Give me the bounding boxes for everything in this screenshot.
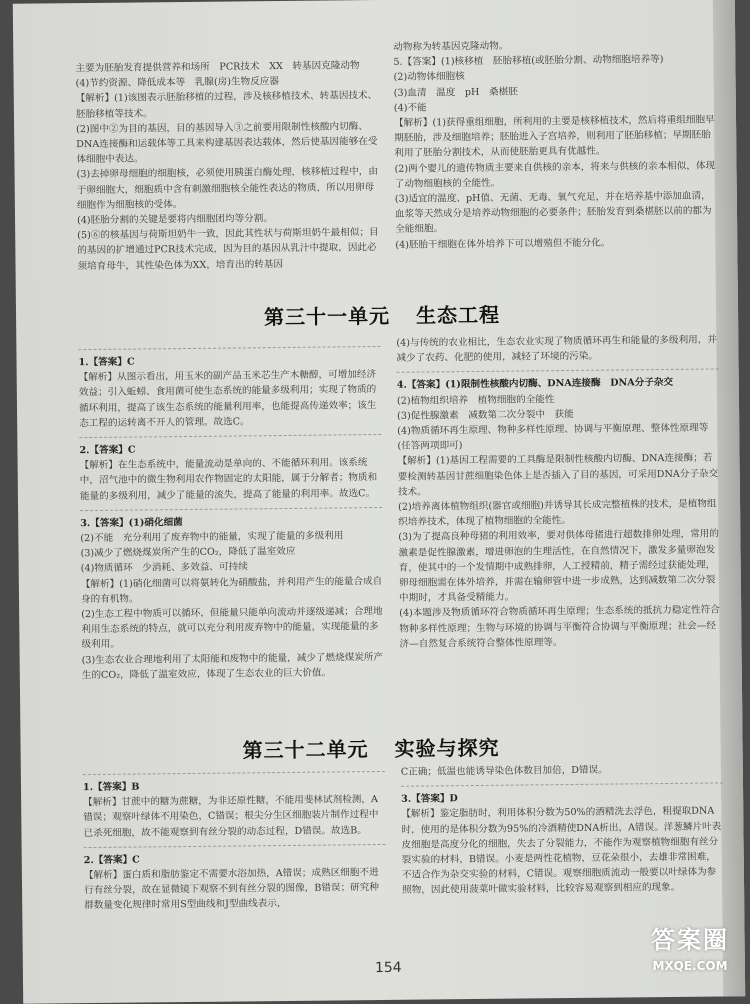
left-column-bottom (83, 765, 387, 914)
explanation-line: 【解析】在生态系统中，能量流动是单向的、不能循环利用。该系统中，沼气池中的微生物利用农作物固定的太阳能，属于分解者；物质和能量的多级利用，减少了能量的流失，提高了能量的利用率。故选C。 (79, 457, 378, 502)
text-line: (4)不能 (393, 102, 427, 114)
answer-line: 2.【答案】C (79, 444, 136, 457)
text-line: (3)适宜的温度、pH值、无菌、无毒、氧气充足，并在培养基中添加血清，血浆等天然成分是培养动物细胞的必要条件；胚胎发育到桑椹胚以前的都为全能细胞。 (394, 190, 712, 236)
answer-line: 3.【答案】D (401, 793, 458, 805)
divider (397, 369, 719, 373)
left-column-top (75, 58, 379, 274)
explanation-line: (3)为了提高良种母猪的利用效率，要对供体母猪进行超数排卵处理，常用的激素是促性腺激素，增进卵泡的生理活性，在自然情况下，激发多量卵泡发育，使其中的一个发情期中成熟排卵，人工授精前，精子需经过获能处理，卵母细胞需在体外培养，并需在输卵管中进一步成熟，达到减数第二次分裂中期时，才具备受精能力。 (398, 528, 720, 605)
divider (401, 783, 723, 787)
unit-title: 第三十一单元 (263, 303, 391, 330)
explanation-line: (4)物质循环再生原理、物种多样性原理、协调与平衡原理、整体性原理等(任答两项即可) (397, 422, 709, 453)
answer-line: 1.【答案】B (82, 781, 140, 794)
text-line: 【解析】(1)获得重组细胞，所利用的主要是核移植技术，然后将重组细胞早期胚胎，涉及细胞培养；胚胎进入子宫培养，则利用了胚胎移植；早期胚胎利用了胚胎分割技术，从而使胚胎更具有优越性。 (393, 114, 715, 160)
unit-title: 第三十二单元 (242, 737, 369, 763)
divider (84, 844, 386, 848)
text-line: (4)胚胎干细胞在体外培养下可以增殖但不能分化。 (395, 237, 611, 251)
divider (79, 434, 381, 438)
text-line: (2)图中②为目的基因，目的基因导入③之前要用限制性核酸内切酶、DNA连接酶和运载体等工具来构建基因表达载体，然后使基因能够在受体细胞中表达。 (76, 120, 378, 166)
explanation-line: (2)培养离体植物组织(器官或细胞)并诱导其长成完整植株的技术，是植物组织培养技术，体现了植物细胞的全能性。 (398, 498, 717, 529)
explanation-line: 【解析】(1)硝化细菌可以将氨转化为硝酸盐，并利用产生的能量合成自身的有机物。 (80, 575, 383, 605)
explanation-line: 【解析】从图示看出，用玉米的副产品玉米芯生产木糖醇，可增加经济效益；引入蚯蚓、食用菌可使生态系统的能量多级利用；实现了物质的循环利用，提高了该生态系统的能量利用率，也能提高传递效率；该生态工程的运转离不开人的管理。故选C。 (78, 369, 377, 429)
watermark-url: MXQE.COM (652, 959, 728, 973)
answer-line: 4.【答案】(1)限制性核酸内切酶、DNA连接酶 DNA分子杂交 (396, 377, 674, 392)
answer-line: 2.【答案】C (83, 854, 140, 866)
page-sheet (13, 0, 745, 1004)
text-line: (3)血清 温度 pH 桑椹胚 (393, 86, 518, 99)
explanation-line: C正确；低温也能诱导染色体数目加倍，D错误。 (400, 764, 608, 778)
explanation-line: 【解析】鉴定脂肪时，利用体积分数为50%的酒精洗去浮色，粗提取DNA时，使用的是体积分数为95%的冷酒精使DNA析出，A错误。洋葱鳞片叶表皮细胞是高度分化的细胞，失去了分裂能力，不能作为观察植物细胞有丝分裂实验的材料，B错误。小麦是两性花植物，豆花朵很小，去雄非常困难，不适合作为杂交实验的材料，C错误。观察细胞质流动一般要以叶绿体为参照物，因此使用菠菜叶做实验材料，比较容易观察到相应的现象。 (401, 805, 722, 897)
text-line: (2)动物体细胞核 (393, 71, 465, 84)
text-line: (3)去掉卵母细胞的细胞核，必须使用胰蛋白酶处理，核移植过程中，由于卵细胞大，细胞质中含有刺激细胞核全能性表达的物质，所以用卵母细胞作为细胞核的受体。 (76, 166, 379, 211)
explanation-line: 【解析】(1)基因工程需要的工具酶是限制性核酸内切酶、DNA连接酶；若要检测转基因甘蔗细胞染色体上是否插入了目的基因，可采用DNA分子杂交技术。 (397, 452, 719, 498)
text-line: 动物称为转基因克隆动物。 (393, 40, 509, 53)
explanation-line: (4)本题涉及物质循环符合物质循环再生原理；生态系统的抵抗力稳定性符合物种多样性原理；生物与环境的协调与平衡符合协调与平衡原理；社会—经济—自然复合系统符合整体性原理等。 (399, 604, 720, 650)
unit-subtitle: 生态工程 (415, 302, 501, 328)
explanation-line: (4)与传统的农业相比，生态农业实现了物质循环再生和能量的多级利用，并减少了农药、化肥的使用，减轻了环境的污染。 (396, 334, 717, 365)
explanation-line: (2)生态工程中物质可以循环，但能量只能单向流动并逐级递减；合理地利用生态系统的特点，就可以充分利用废弃物中的能量，实现能量的多级利用。 (81, 606, 383, 651)
answer-line: 1.【答案】C (78, 356, 135, 369)
explanation-line: (3)促性腺激素 减数第二次分裂中 获能 (397, 408, 574, 422)
right-column-middle (396, 332, 721, 651)
divider (83, 771, 385, 775)
unit-heading-31 (264, 299, 500, 330)
explanation-line: 【解析】甘蔗中的糖为蔗糖，为非还原性糖，不能用斐林试剂检测，A错误；观察叶绿体不用染色，C错误；根尖分生区细胞装片制作过程中已杀死细胞，故不能观察到有丝分裂的动态过程，D错误。故选B。 (83, 794, 379, 839)
right-column-bottom (401, 761, 724, 898)
text-line: 5.【答案】(1)核移植 胚胎移植(或胚胎分割、动物细胞培养等) (393, 54, 664, 69)
text-line: 【解析】(1)该图表示胚胎移植的过程，涉及核移植技术、转基因技术、胚胎移植等技术。 (75, 90, 378, 120)
explanation-line: (3)减少了燃烧煤炭所产生的CO₂，降低了温室效应 (80, 546, 296, 560)
text-line: (4)胚胎分割的关键是要将内细胞团均等分割。 (77, 213, 273, 227)
text-line: (4)节约资源、降低成本等 乳腺(房)生物反应器 (75, 76, 280, 90)
right-column-top (393, 36, 717, 252)
text-line: (2)两个婴儿的遗传物质主要来自供核的亲本，将来与供核的亲本相似，体现了动物细胞核的全能性。 (394, 160, 716, 190)
text-line: (5)⑥的核基因与荷斯坦奶牛一致，因此其性状与荷斯坦奶牛最相似；目的基因的扩增通过PCR技术完成，因为目的基因从乳汁中提取，因此必须培育母牛，其性染色体为XX，培育出的转基因 (77, 227, 379, 272)
watermark-logo (640, 920, 740, 994)
explanation-line: (2)植物组织培养 植物细胞的全能性 (396, 393, 555, 407)
answer-line: 3.【答案】(1)硝化细菌 (80, 516, 183, 529)
unit-heading-32 (242, 732, 499, 764)
left-column-middle (78, 340, 384, 683)
explanation-line: (4)物质循环 少消耗、多效益、可持续 (80, 561, 248, 575)
divider (80, 507, 382, 511)
text-line: 主要为胚胎发育提供营养和场所 PCR技术 XX 转基因克隆动物 (75, 60, 360, 75)
explanation-line: (3)生态农业合理地利用了太阳能和废物中的能量，减少了燃烧煤炭所产生的CO₂，降低了温室效应，体现了生态农业的巨大价值。 (81, 651, 384, 681)
divider (78, 346, 380, 350)
page-number: 154 (374, 959, 402, 977)
watermark-text: 答案圈 (651, 926, 729, 954)
explanation-line: 【解析】蛋白质和脂肪鉴定不需要水浴加热，A错误；成熟区细胞不进行有丝分裂，故在显微镜下观察不到有丝分裂的图像，B错误；研究种群数量变化规律时常用S型曲线和J型曲线表示， (83, 867, 379, 912)
explanation-line: (2)不能 充分利用了废弃物中的能量，实现了能量的多级利用 (80, 530, 344, 545)
unit-subtitle: 实验与探究 (394, 735, 500, 761)
